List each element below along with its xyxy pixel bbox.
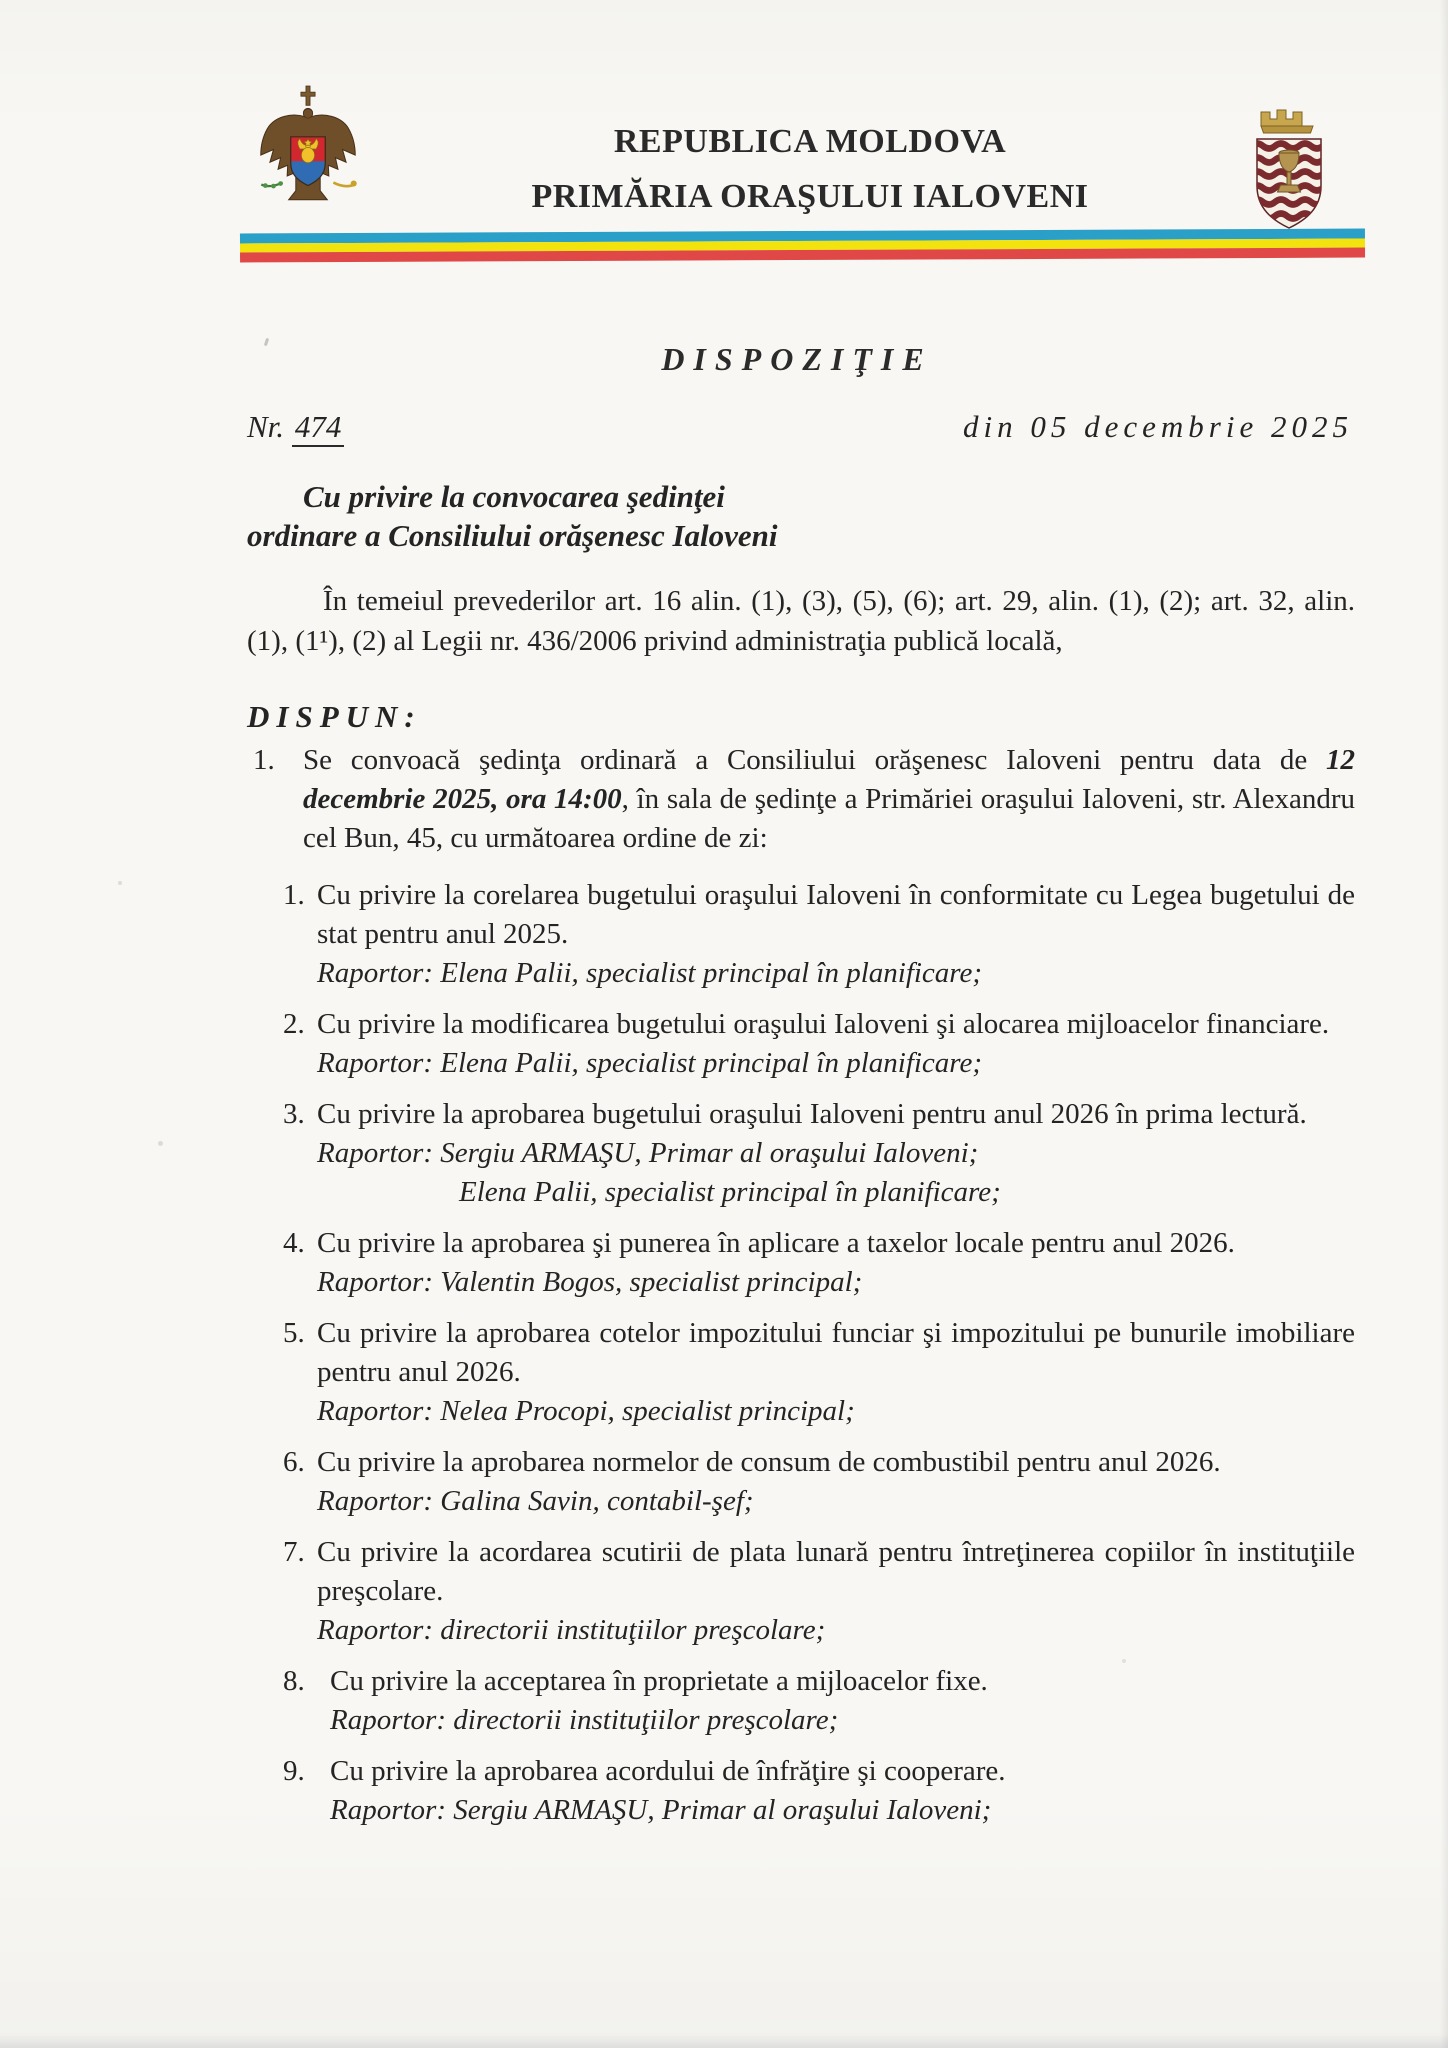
scan-speck: [118, 881, 122, 885]
header-title-block: [380, 114, 1240, 224]
agenda-item-number: 1.: [283, 879, 305, 911]
agenda-item-number: 4.: [283, 1227, 305, 1259]
convocation-text-after: , în sala de şedinţe a Primăriei oraşului Ialoveni, str. Alexandru cel Bun, 45, cu următoarea ordine de zi:: [303, 783, 1355, 854]
header-country: REPUBLICA MOLDOVA: [613, 123, 1007, 160]
scan-speck: [158, 1141, 163, 1146]
document-title: DISPOZIŢIE: [661, 341, 933, 377]
agenda-item-2: [283, 1005, 1355, 1083]
subject-line-2: ordinare a Consiliului orăşenesc Ialoveni: [247, 518, 778, 553]
agenda-item-title: Cu privire la aprobarea şi punerea în aplicare a taxelor locale pentru anul 2026.: [317, 1227, 1235, 1259]
agenda-item-number: 3.: [283, 1098, 305, 1130]
convocation-item: [247, 741, 1355, 858]
header-municipality: PRIMĂRIA ORAŞULUI IALOVENI: [531, 178, 1089, 215]
agenda-item-9: [283, 1752, 1355, 1830]
agenda-item-4: [283, 1224, 1355, 1302]
convocation-text-before: Se convoacă şedinţa ordinară a Consiliului orăşenesc Ialoveni pentru data de: [303, 744, 1326, 776]
agenda-item-number: 8.: [283, 1665, 305, 1697]
agenda-item-3: [283, 1095, 1355, 1212]
agenda-item-raportor: Raportor: Galina Savin, contabil-şef;: [317, 1485, 754, 1517]
ialoveni-crest-icon: [1248, 96, 1330, 234]
legal-preamble: În temeiul prevederilor art. 16 alin. (1), (3), (5), (6); art. 29, alin. (1), (2); art. 32, alin. (1), (1¹), (2) al Legii nr. 436/2006 privind administraţia publică locală,: [247, 585, 1355, 657]
agenda-item-number: 9.: [283, 1755, 305, 1787]
moldova-coat-of-arms-icon: [252, 84, 364, 214]
agenda-item-raportor: Raportor: Nelea Procopi, specialist principal;: [317, 1395, 855, 1427]
number-label: Nr.: [247, 409, 285, 444]
agenda-item-title: Cu privire la aprobarea normelor de consum de combustibil pentru anul 2026.: [317, 1446, 1221, 1478]
dispun-heading: DISPUN:: [247, 699, 422, 734]
agenda-item-title: Cu privire la acordarea scutirii de plata lunară pentru întreţinerea copiilor în instituţiile preşcolare.: [317, 1536, 1355, 1607]
agenda-item-8: [283, 1662, 1355, 1740]
agenda-item-raportor: Raportor: Sergiu ARMAŞU, Primar al oraşului Ialoveni;: [317, 1137, 979, 1169]
number-value: 474: [292, 409, 345, 447]
agenda-item-number: 7.: [283, 1536, 305, 1568]
agenda-item-raportor: Raportor: Elena Palii, specialist principal în planificare;: [317, 1047, 983, 1079]
agenda-item-title: Cu privire la acceptarea în proprietate a mijloacelor fixe.: [330, 1665, 988, 1697]
number-date-row: [247, 409, 1353, 445]
agenda-item-title: Cu privire la aprobarea cotelor impozitului funciar şi impozitului pe bunurile imobiliare pentru anul 2026.: [317, 1317, 1355, 1388]
agenda-item-6: [283, 1443, 1355, 1521]
agenda-item-raportor: Raportor: directorii instituţiilor preşcolare;: [317, 1614, 826, 1646]
agenda-item-raportor: Raportor: Valentin Bogos, specialist principal;: [317, 1266, 863, 1298]
document-number: [247, 409, 344, 445]
document-subject: [247, 477, 1147, 555]
agenda-item-7: [283, 1533, 1355, 1650]
agenda-item-raportor: Raportor: Sergiu ARMAŞU, Primar al oraşului Ialoveni;: [330, 1794, 992, 1826]
agenda-item-number: 6.: [283, 1446, 305, 1478]
agenda-item-title: Cu privire la aprobarea bugetului oraşului Ialoveni pentru anul 2026 în prima lectură.: [317, 1098, 1307, 1130]
agenda-item-title: Cu privire la corelarea bugetului oraşului Ialoveni în conformitate cu Legea bugetului de stat pentru anul 2025.: [317, 879, 1355, 950]
agenda-item-5: [283, 1314, 1355, 1431]
flag-tricolor-band: [240, 229, 1365, 263]
agenda-item-raportor-2: Elena Palii, specialist principal în planificare;: [459, 1176, 1001, 1208]
agenda-item-raportor: Raportor: directorii instituţiilor preşcolare;: [330, 1704, 839, 1736]
document-date: din 05 decembrie 2025: [963, 409, 1353, 444]
agenda-item-raportor: Raportor: Elena Palii, specialist principal în planificare;: [317, 957, 983, 989]
convocation-datetime: 12 decembrie 2025, ora 14:00: [303, 744, 1355, 815]
agenda-list: [283, 876, 1355, 1842]
subject-line-1: Cu privire la convocarea şedinţei: [303, 479, 725, 514]
agenda-item-number: 5.: [283, 1317, 305, 1349]
agenda-item-1: [283, 876, 1355, 993]
scan-speck: [1122, 1659, 1126, 1663]
agenda-item-title: Cu privire la modificarea bugetului oraşului Ialoveni şi alocarea mijloacelor financiare.: [317, 1008, 1330, 1040]
scanner-edge-shadow: [0, 2034, 1448, 2048]
agenda-item-title: Cu privire la aprobarea acordului de înfrăţire şi cooperare.: [330, 1755, 1006, 1787]
agenda-item-number: 2.: [283, 1008, 305, 1040]
convocation-number: 1.: [253, 744, 275, 776]
scanner-edge-shadow: [1440, 0, 1448, 2048]
